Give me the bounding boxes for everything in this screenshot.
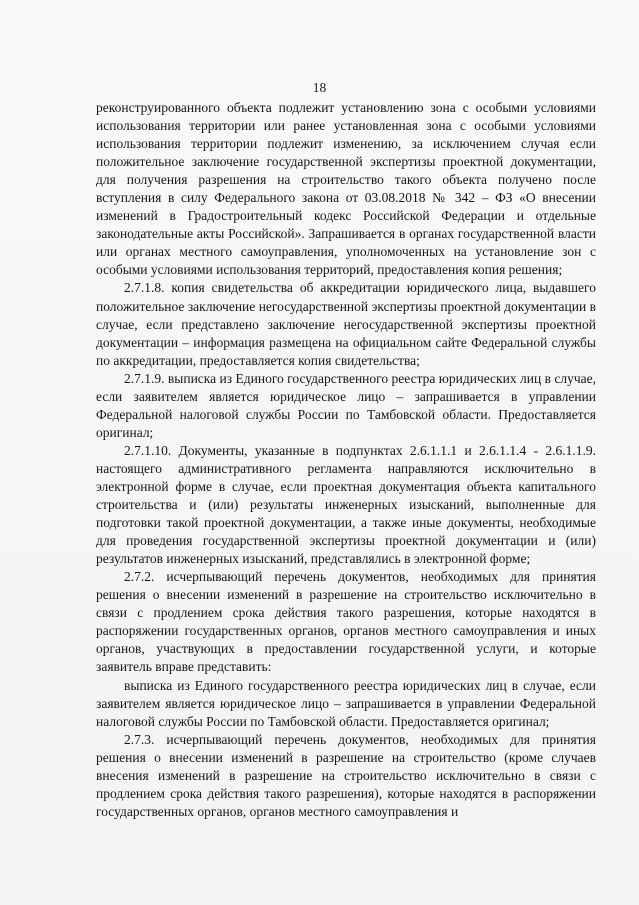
page-number: 18 (312, 80, 327, 95)
paragraph-continuation: реконструированного объекта подлежит установлению зона с особыми условиями использования территории или ранее установленная зона с особыми условиями использования территории подлежит изменению, за исключением случая если положительное заключение государственной экспертизы проектной документации, для получения разрешения на строительство такого объекта получено после вступления в силу Федерального закона от 03.08.2018 № 342 – ФЗ «О внесении изменений в Градостроительный кодекс Российской Федерации и отдельные законодательные акты Российской». Запрашивается в органах государственной власти или органах местного самоуправления, уполномоченных на установление зон с особыми условиями использования территорий, предоставления копия решения; (96, 100, 596, 278)
document-text (96, 99, 596, 821)
paragraph-2-7-1-8: 2.7.1.8. копия свидетельства об аккредитации юридического лица, выдавшего положительное заключение негосударственной экспертизы проектной документации в случае, если представлено заключение негосударственной экспертизы проектной документации – информация размещена на официальном сайте Федеральной службы по аккредитации, предоставляется копия свидетельства; (96, 280, 596, 368)
paragraph-2-7-1-10: 2.7.1.10. Документы, указанные в подпунктах 2.6.1.1.1 и 2.6.1.1.4 - 2.6.1.1.9. настоящего административного регламента направляются исключительно в электронной форме в случае, если проектная документация объекта капитального строительства и (или) результаты инженерных изысканий, выполненные для подготовки такой проектной документации, а также иные документы, необходимые для проведения государственной экспертизы проектной документации и (или) результатов инженерных изысканий, представлялись в электронной форме; (96, 442, 596, 567)
paragraph-egrul-extract: выписка из Единого государственного реестра юридических лиц в случае, если заявителем является юридическое лицо – запрашивается в управлении Федеральной налоговой службы России по Тамбовской области. Предоставляется оригинал; (96, 677, 596, 729)
paragraph-2-7-2: 2.7.2. исчерпывающий перечень документов, необходимых для принятия решения о внесении изменений в разрешение на строительство исключительно в связи с продлением срока действия такого разрешения, которые находятся в распоряжении государственных органов, органов местного самоуправления и иных органов, участвующих в предоставлении государственной услуги, и которые заявитель вправе представить: (96, 569, 596, 675)
paragraph-2-7-1-9: 2.7.1.9. выписка из Единого государственного реестра юридических лиц в случае, если заявителем является юридическое лицо – запрашивается в управлении Федеральной налоговой службы России по Тамбовской области. Предоставляется оригинал; (96, 370, 596, 440)
paragraph-2-7-3: 2.7.3. исчерпывающий перечень документов, необходимых для принятия решения о внесении изменений в разрешение на строительство (кроме случаев внесения изменений в разрешение на строительство исключительно в связи с продлением срока действия такого разрешения), которые находятся в распоряжении государственных органов, органов местного самоуправления и (96, 731, 596, 819)
